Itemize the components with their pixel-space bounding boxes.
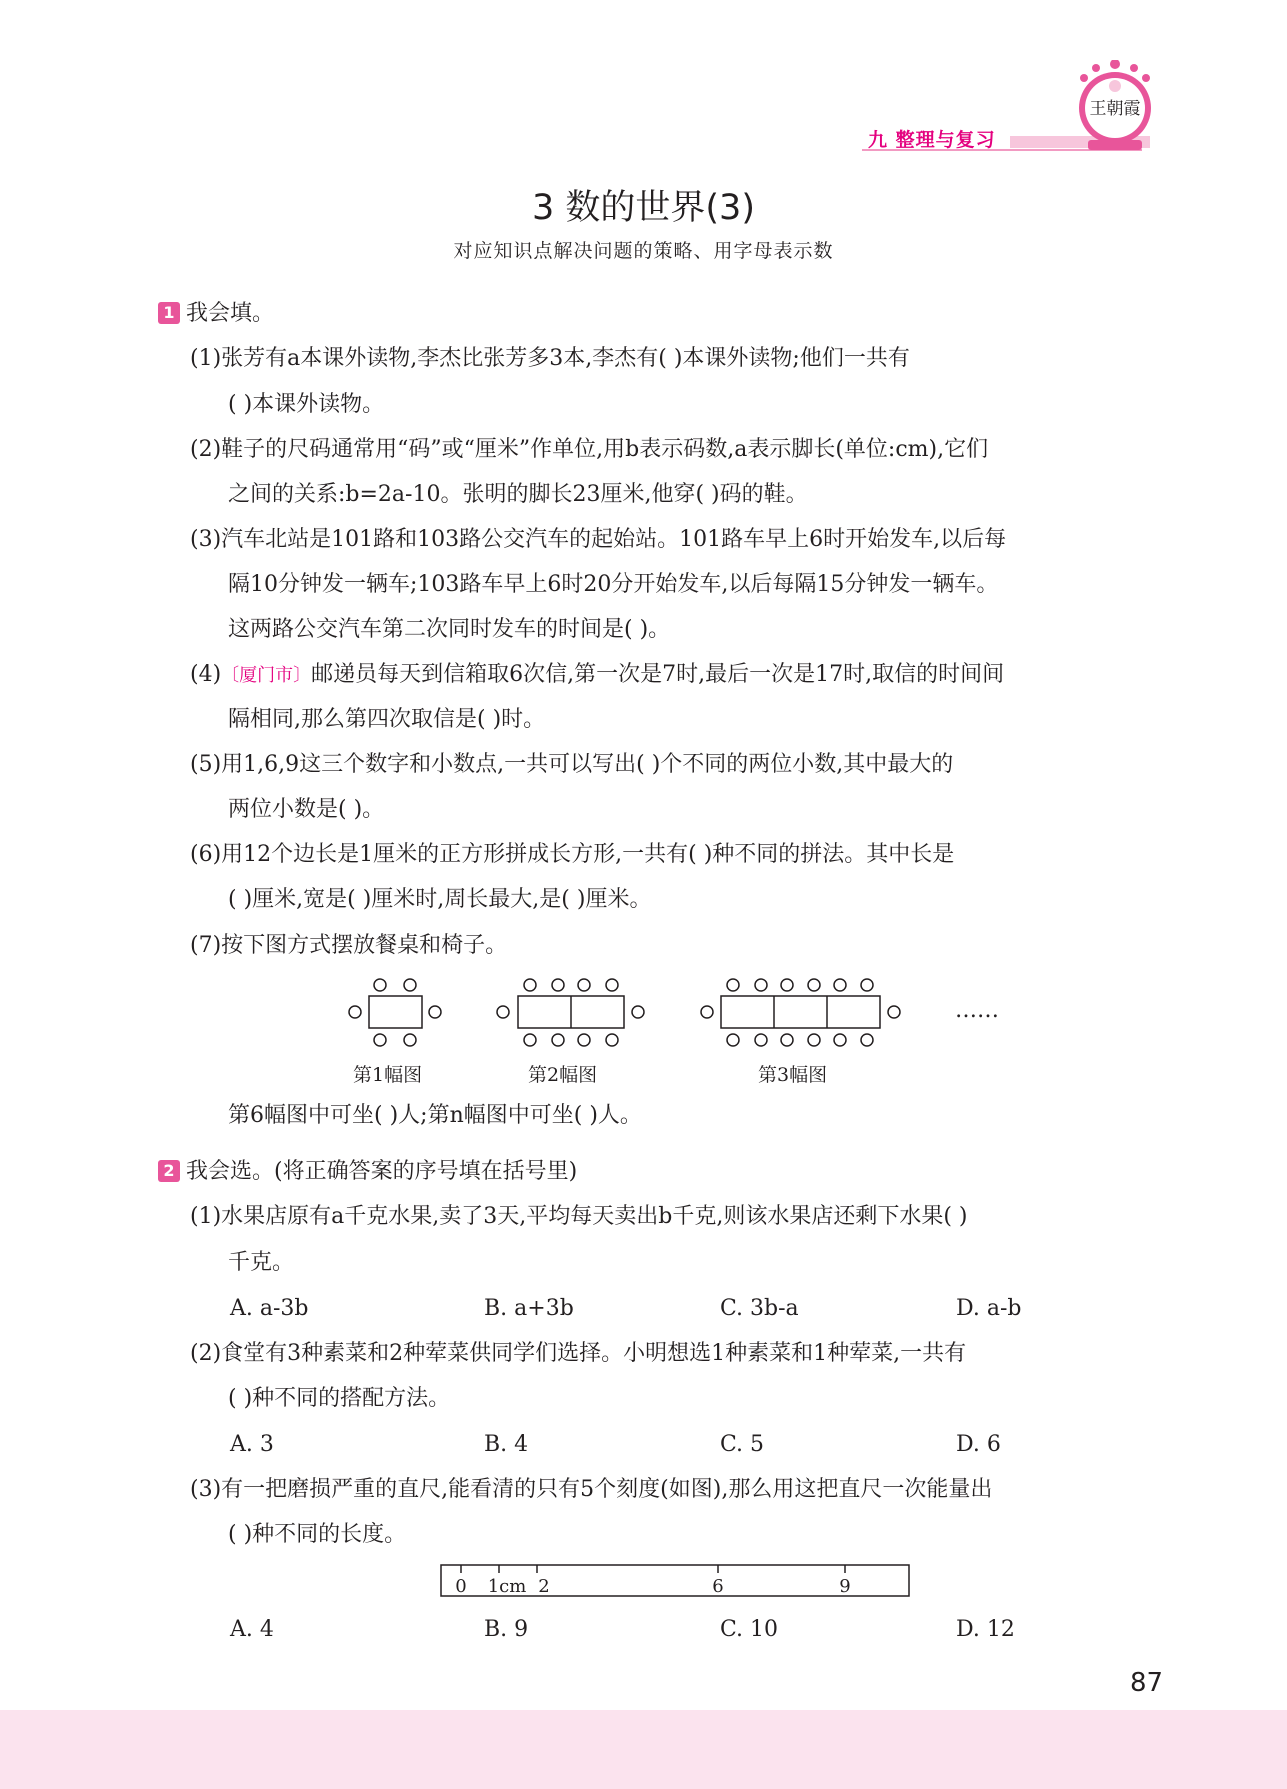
section-header: 九 整理与复习 (868, 129, 996, 151)
section-2-heading (158, 1158, 577, 1186)
s1-q1-line2: ( )本课外读物。 (228, 392, 385, 417)
worn-ruler (440, 1563, 910, 1599)
s1-q3-line2: 隔10分钟发一辆车;103路车早上6时20分开始发车,以后每隔15分钟发一辆车。 (228, 572, 999, 597)
section-2-title: 我会选。(将正确答案的序号填在括号里) (186, 1159, 578, 1184)
figure-ellipsis: …… (955, 998, 999, 1023)
page-title: 3 数的世界(3) (532, 188, 755, 228)
figure-2 (497, 979, 644, 1046)
s2-q1-option-c: C. 3b-a (720, 1296, 799, 1321)
s2-q2-option-b: B. 4 (484, 1432, 529, 1457)
ruler-label-2: 2 (538, 1576, 550, 1597)
s1-q4-prefix: (4) (190, 662, 222, 687)
s2-q1-line1: (1)水果店原有a千克水果,卖了3天,平均每天卖出b千克,则该水果店还剩下水果( ) (190, 1204, 968, 1229)
s2-q3-option-b: B. 9 (484, 1617, 529, 1642)
s2-q3-option-a: A. 4 (230, 1617, 274, 1642)
s1-q2-line1: (2)鞋子的尺码通常用“码”或“厘米”作单位,用b表示码数,a表示脚长(单位:cm),它们 (190, 437, 989, 462)
s1-q3-line3: 这两路公交汽车第二次同时发车的时间是( )。 (228, 617, 671, 642)
s2-q1-option-d: D. a-b (956, 1296, 1022, 1321)
s1-q5-line1: (5)用1,6,9这三个数字和小数点,一共可以写出( )个不同的两位小数,其中最大的 (190, 752, 954, 777)
page-number: 87 (1130, 1668, 1164, 1698)
region-tag: 〔厦门市〕 (221, 665, 312, 686)
figure-3 (701, 979, 900, 1046)
section-2-badge: 2 (158, 1160, 180, 1182)
s2-q2-option-d: D. 6 (956, 1432, 1001, 1457)
s1-q4-line2: 隔相同,那么第四次取信是( )时。 (228, 707, 546, 732)
s2-q1-option-a: A. a-3b (230, 1296, 309, 1321)
section-1-badge: 1 (158, 302, 180, 324)
footer-band (0, 1710, 1287, 1789)
figure-2-caption: 第2幅图 (528, 1064, 598, 1086)
s2-q3-option-d: D. 12 (956, 1617, 1015, 1642)
s1-q7-answer: 第6幅图中可坐( )人;第n幅图中可坐( )人。 (228, 1103, 642, 1128)
svg-text:王朝霞: 王朝霞 (1089, 99, 1141, 119)
section-1-heading (158, 300, 274, 328)
ruler-label-6: 6 (712, 1576, 724, 1597)
brand-logo (1072, 60, 1158, 152)
s2-q2-option-c: C. 5 (720, 1432, 765, 1457)
s1-q6-line1: (6)用12个边长是1厘米的正方形拼成长方形,一共有( )种不同的拼法。其中长是 (190, 842, 955, 867)
s1-q7-line1: (7)按下图方式摆放餐桌和椅子。 (190, 933, 508, 958)
s2-q3-line1: (3)有一把磨损严重的直尺,能看清的只有5个刻度(如图),那么用这把直尺一次能量出 (190, 1477, 993, 1502)
figure-1-caption: 第1幅图 (353, 1064, 423, 1086)
ruler-label-9: 9 (839, 1576, 851, 1597)
page-subtitle: 对应知识点解决问题的策略、用字母表示数 (453, 240, 834, 262)
table-chair-figure (340, 972, 1020, 1082)
s2-q1-option-b: B. a+3b (484, 1296, 574, 1321)
s1-q3-line1: (3)汽车北站是101路和103路公交汽车的起始站。101路车早上6时开始发车,以后每 (190, 527, 1007, 552)
s2-q2-line2: ( )种不同的搭配方法。 (228, 1386, 451, 1411)
ruler-label-1: 1cm (487, 1576, 527, 1597)
s2-q3-line2: ( )种不同的长度。 (228, 1522, 407, 1547)
section-1-title: 我会填。 (186, 301, 275, 326)
figure-1 (349, 979, 441, 1046)
s1-q2-line2: 之间的关系:b=2a-10。张明的脚长23厘米,他穿( )码的鞋。 (228, 482, 808, 507)
s2-q2-line1: (2)食堂有3种素菜和2种荤菜供同学们选择。小明想选1种素菜和1种荤菜,一共有 (190, 1341, 967, 1366)
s2-q2-option-a: A. 3 (230, 1432, 274, 1457)
s1-q5-line2: 两位小数是( )。 (228, 797, 385, 822)
s1-q6-line2: ( )厘米,宽是( )厘米时,周长最大,是( )厘米。 (228, 887, 652, 912)
s2-q1-line2: 千克。 (228, 1250, 295, 1275)
s2-q3-option-c: C. 10 (720, 1617, 779, 1642)
s1-q1-line1: (1)张芳有a本课外读物,李杰比张芳多3本,李杰有( )本课外读物;他们一共有 (190, 346, 910, 371)
s1-q4-line1 (190, 661, 1004, 690)
ruler-label-0: 0 (455, 1576, 467, 1597)
figure-3-caption: 第3幅图 (758, 1064, 828, 1086)
s1-q4-text: 邮递员每天到信箱取6次信,第一次是7时,最后一次是17时,取信的时间间 (311, 662, 1005, 687)
